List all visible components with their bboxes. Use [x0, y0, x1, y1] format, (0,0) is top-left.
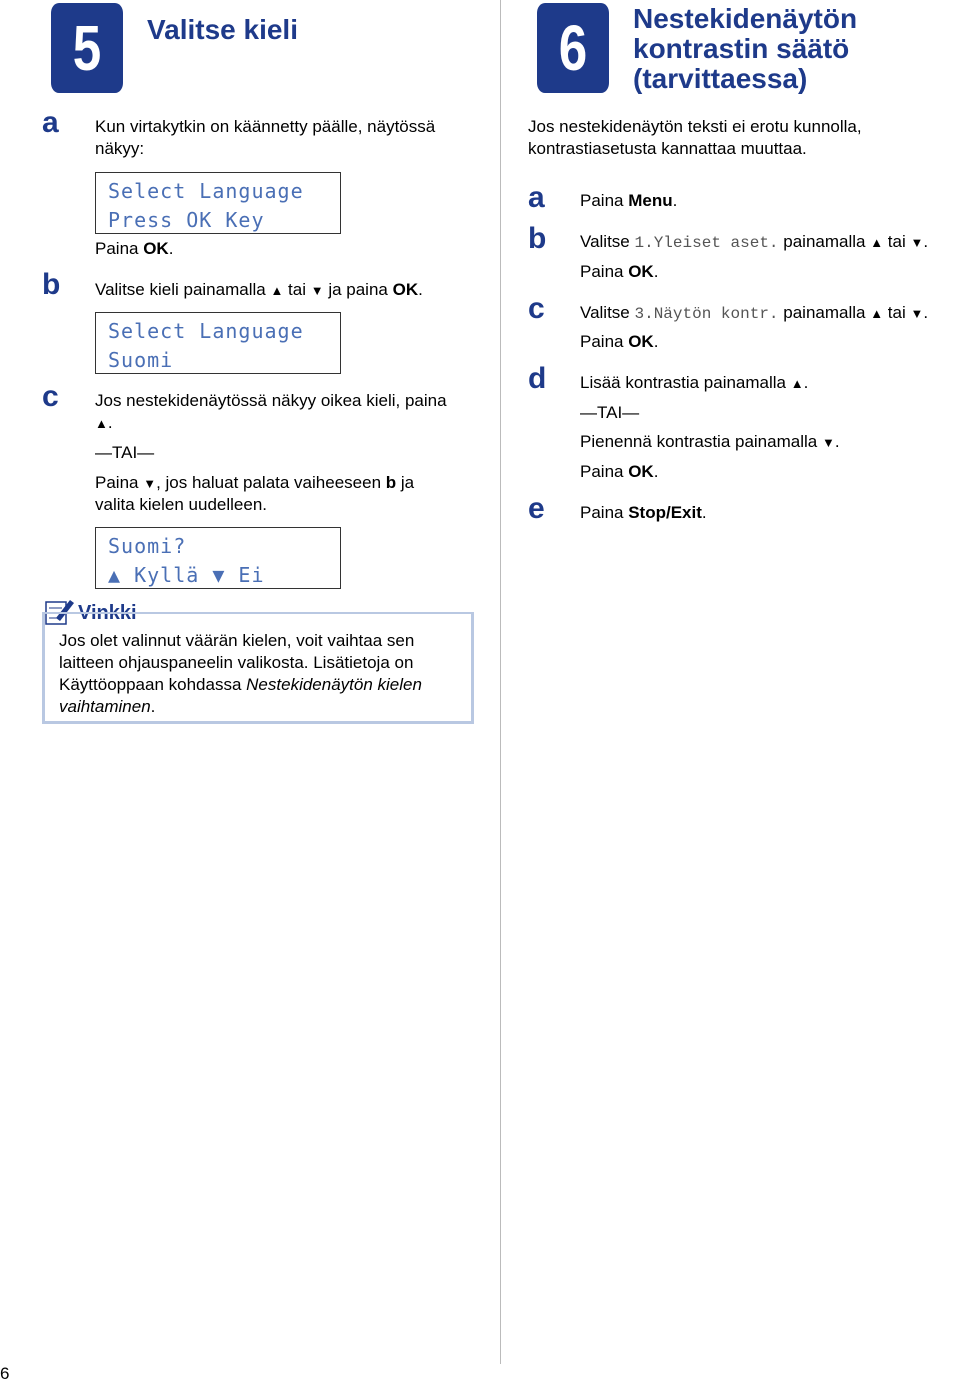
step-text: Paina OK. [580, 332, 659, 351]
note-label: Vinkki [78, 602, 137, 624]
down-arrow-icon: ▼ [910, 306, 924, 321]
step-letter: e [528, 492, 545, 525]
step-text: Paina OK. [95, 239, 174, 258]
step-text: Pienennä kontrastia painamalla ▼. [580, 432, 840, 451]
up-arrow-icon: ▲ [870, 306, 884, 321]
step-text: valita kielen uudelleen. [95, 495, 268, 514]
note-text: Jos olet valinnut väärän kielen, voit vaihtaa sen [59, 631, 415, 650]
lcd-line: Select Language [108, 319, 304, 343]
step-text: Kun virtakytkin on käännetty päälle, näytössä näkyy: [95, 117, 436, 158]
up-arrow-icon: ▲ [95, 416, 108, 431]
note-text: Käyttöoppaan kohdassa Nestekidenäytön kielen [59, 675, 422, 694]
step-text: Valitse 3.Näytön kontr. painamalla ▲ tai ▼. [580, 303, 929, 323]
down-arrow-icon: ▼ [821, 435, 835, 450]
step-text: Paina Menu. [580, 191, 678, 210]
step-letter: c [42, 380, 59, 413]
step-text: Paina OK. [580, 462, 659, 481]
step-text: Valitse 1.Yleiset aset. painamalla ▲ tai ▼. [580, 232, 929, 252]
step-text: Jos nestekidenäytössä näkyy oikea kieli, paina [95, 391, 447, 410]
step-letter: d [528, 362, 547, 395]
down-arrow-icon: ▼ [310, 283, 324, 298]
step-text: Lisää kontrastia painamalla ▲. [580, 373, 809, 392]
down-arrow-icon: ▼ [143, 476, 157, 491]
or-separator: —TAI— [95, 443, 155, 462]
step-number-badge: 5 [51, 3, 123, 93]
up-arrow-icon: ▲ [870, 235, 884, 250]
step-letter: b [528, 222, 547, 255]
section-title: Nestekidenäytön kontrastin säätö (tarvittaessa) [633, 3, 858, 94]
or-separator: —TAI— [580, 403, 640, 422]
up-arrow-icon: ▲ [270, 283, 284, 298]
step-text: Paina OK. [580, 262, 659, 281]
step-text: Valitse kieli painamalla ▲ tai ▼ ja paina OK. [95, 280, 423, 299]
note-text: laitteen ohjauspaneelin valikosta. Lisätietoja on [59, 653, 414, 672]
lcd-line: Suomi [108, 348, 174, 372]
section-title: Valitse kieli [147, 14, 298, 45]
step-letter: a [528, 181, 545, 214]
lcd-display [95, 172, 341, 234]
step-letter: c [528, 292, 545, 325]
column-divider [500, 0, 501, 1364]
lcd-line: Press OK Key [108, 208, 265, 232]
step-letter: a [42, 106, 59, 139]
lcd-display [95, 527, 341, 589]
step-letter: b [42, 268, 61, 301]
step-number-badge: 6 [537, 3, 609, 93]
down-arrow-icon: ▼ [910, 235, 924, 250]
intro-text: kontrastiasetusta kannattaa muuttaa. [528, 139, 807, 158]
note-text: vaihtaminen. [59, 697, 156, 716]
step-text: ▲. [95, 413, 113, 432]
step-text: Paina Stop/Exit. [580, 503, 707, 522]
up-arrow-icon: ▲ [790, 376, 804, 391]
lcd-line: ▲ Kyllä ▼ Ei [108, 563, 265, 587]
intro-text: Jos nestekidenäytön teksti ei erotu kunnolla, [528, 117, 862, 136]
lcd-display [95, 312, 341, 374]
lcd-line: Select Language [108, 179, 304, 203]
page-number: 6 [0, 1364, 10, 1383]
step-text: Paina ▼, jos haluat palata vaiheeseen b ja [95, 473, 415, 492]
lcd-line: Suomi? [108, 534, 187, 558]
